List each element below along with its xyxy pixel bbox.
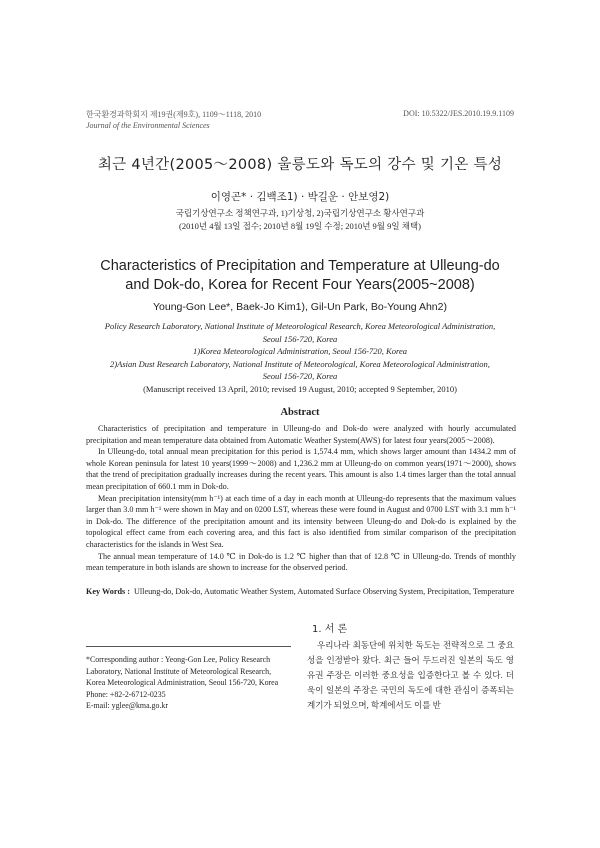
- manuscript-dates: (Manuscript received 13 April, 2010; revised 19 August, 2010; accepted 9 September, 2010): [143, 383, 457, 394]
- affiliation-line5: Seoul 156-720, Korea: [262, 371, 338, 381]
- corresponding-author-footnote: [86, 654, 296, 712]
- abstract-body: [86, 423, 516, 574]
- journal-name-en: Journal of the Environmental Sciences: [86, 121, 210, 130]
- abstract-paragraph-3: Mean precipitation intensity(mm h⁻¹) at each time of a day in each month at Ulleung-do represents that the maximum values larger than 3.0 mm h⁻¹ were shown in May and on 0200 LST, whereas these were found in August and 0700 LST with 3.1 mm h⁻¹ in Dok-do. The difference of the precipitation amount and its intensity between Uleung-do and Dok-do is explained by the topological effect came from each covering area, and this fact is also identified from similar comparison of the precipitation characteristics for the islands in West Sea.: [86, 493, 516, 549]
- korean-title: 최근 4년간(2005～2008) 울릉도와 독도의 강수 및 기온 특성: [97, 157, 503, 173]
- abstract-paragraph-1: Characteristics of precipitation and temperature in Ulleung-do and Dok-do were analyzed with hourly accumulated precipitation and mean temperature data obtained from Automatic Weather System(AWS) for latest four years(2005～2008).: [86, 424, 516, 445]
- english-authors: Young-Gon Lee*, Baek-Jo Kim1), Gil-Un Park, Bo-Young Ahn2): [153, 301, 447, 313]
- keywords-label: Key Words :: [86, 587, 130, 596]
- doi: DOI: 10.5322/JES.2010.19.9.1109: [403, 109, 514, 118]
- english-title-line1: Characteristics of Precipitation and Temperature at Ulleung-do: [100, 258, 500, 274]
- korean-authors: 이영곤* · 김백조1) · 박길운 · 안보영2): [210, 191, 390, 203]
- footnote-line1: *Corresponding author : Yeong-Gon Lee, Policy Research: [86, 655, 271, 664]
- korean-dates: (2010년 4월 13일 접수; 2010년 8월 19일 수정; 2010년 9월 9일 채택): [179, 221, 421, 231]
- korean-affiliation: 국립기상연구소 정책연구과, 1)기상청, 2)국립기상연구소 황사연구과: [175, 208, 425, 218]
- affiliation-line1: Policy Research Laboratory, National Institute of Meteorological Research, Korea Meteorological Administration,: [104, 321, 496, 331]
- affiliation-line3: 1)Korea Meteorological Administration, Seoul 156-720, Korea: [193, 346, 407, 356]
- footnote-line2: Laboratory, National Institute of Meteorological Research,: [86, 666, 272, 676]
- journal-header: [86, 109, 261, 131]
- introduction-text: 우리나라 최동단에 위치한 독도는 전략적으로 그 중요성을 인정받아 왔다. 최근 들어 두드러진 일본의 독도 영유권 주장은 이러한 중요성을 입증한다고 볼 수 있다. 더욱이 일본의 주장은 국민의 독도에 대한 관심이 증폭되는 계기가 되었으며, 학계에서도 이를 반: [307, 640, 514, 710]
- journal-citation-ko: 한국환경과학회지 제19권(제9호), 1109～1118, 2010: [86, 110, 262, 119]
- footnote-phone: Phone: +82-2-6712-0235: [86, 689, 166, 699]
- affiliation-line4: 2)Asian Dust Research Laboratory, National Institute of Meteorological, Korea Meteorological Administration,: [110, 358, 490, 369]
- english-title: [86, 257, 514, 295]
- footnote-line3: Korea Meteorological Administration, Seoul 156-720, Korea: [86, 678, 279, 688]
- footnote-email: E-mail: yglee@kma.go.kr: [86, 701, 168, 711]
- abstract-paragraph-2: In Ulleung-do, total annual mean precipitation for this period is 1,574.4 mm, which shows larger amount than 1434.2 mm of whole Korean peninsula for latest 10 years(1999～2008) and 1,236.2 mm at Ulleung-do on common years(1971～2000), shows that the trend of precipitation gradually increases during the recent years. This amount is also 1.4 times larger than the total annual mean precipitation of 660.1 mm in Dok-do.: [86, 447, 516, 491]
- abstract-paragraph-4: The annual mean temperature of 14.0 ℃ in Dok-do is 1.2 ℃ higher than that of 12.8 ℃ in Ulleung-do. Trends of monthly mean temperature in both islands are shown to increase for the observed period.: [86, 551, 516, 573]
- footnote-divider: [86, 646, 291, 647]
- affiliation-line2: Seoul 156-720, Korea: [262, 333, 338, 344]
- english-affiliation-block: [86, 320, 514, 395]
- section-heading: 1. 서 론: [312, 624, 348, 635]
- keywords-text: Ulleung-do, Dok-do, Automatic Weather System, Automated Surface Observing System, Precipitation, Temperature: [133, 587, 515, 596]
- keywords: [86, 586, 516, 598]
- english-title-line2: and Dok-do, Korea for Recent Four Years(2005~2008): [125, 277, 475, 293]
- korean-affiliation-block: [86, 207, 514, 233]
- abstract-heading: Abstract: [280, 407, 320, 418]
